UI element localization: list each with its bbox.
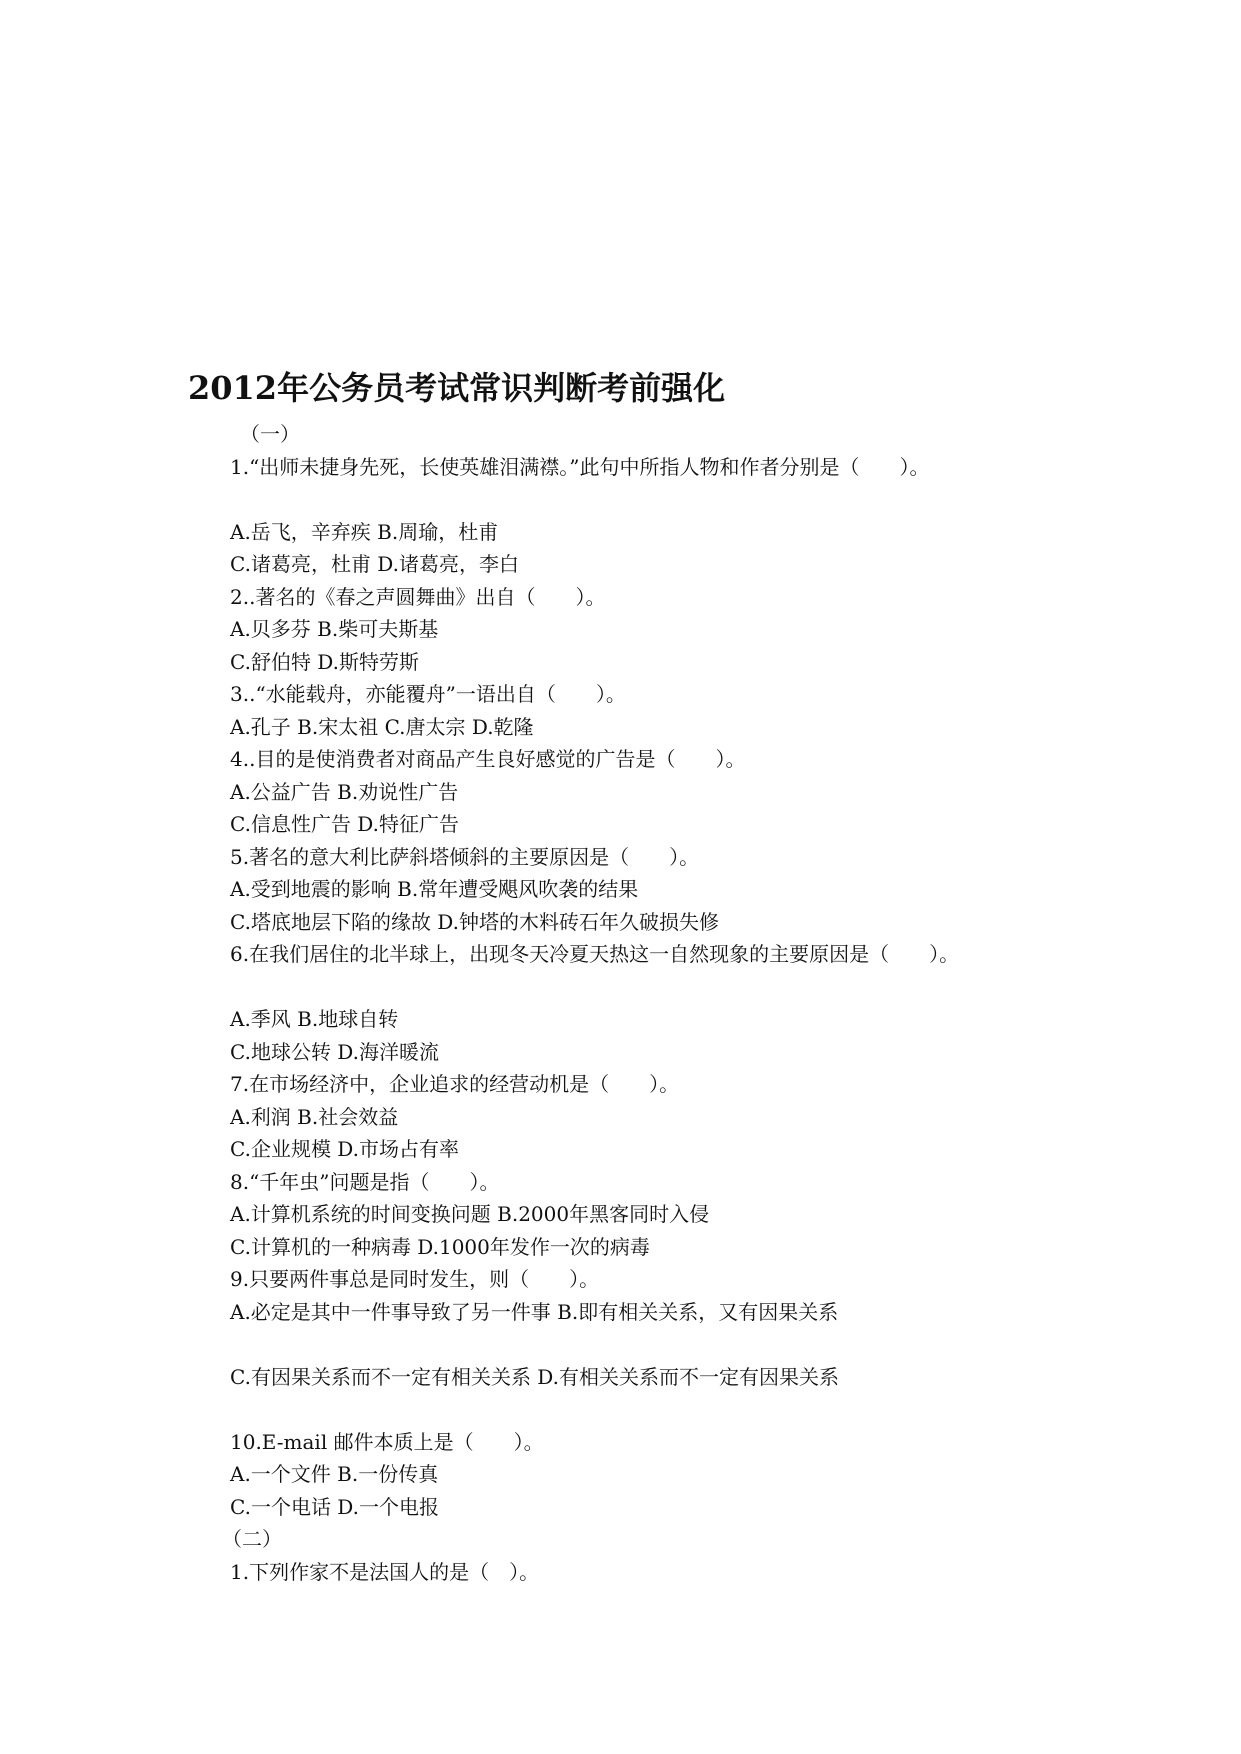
options-1-5-cd: C.塔底地层下陷的缘故 D.钟塔的木料砖石年久破损失修 <box>230 909 719 934</box>
question-1-1: 1.“出师未捷身先死，长使英雄泪满襟。”此句中所指人物和作者分别是（ ）。 <box>230 454 930 479</box>
question-1-6: 6.在我们居住的北半球上，出现冬天冷夏天热这一自然现象的主要原因是（ ）。 <box>230 942 960 966</box>
options-1-9-cd: C.有因果关系而不一定有相关关系 D.有相关关系而不一定有因果关系 <box>230 1364 839 1389</box>
document-body <box>222 418 1210 1588</box>
options-1-8-ab: A.计算机系统的时间变换问题 B.2000年黑客同时入侵 <box>230 1202 710 1226</box>
options-1-4-cd: C.信息性广告 D.特征广告 <box>230 812 459 836</box>
section-heading-1: （一） <box>240 422 300 446</box>
options-1-4-ab: A.公益广告 B.劝说性广告 <box>230 779 459 804</box>
options-1-6-cd: C.地球公转 D.海洋暖流 <box>230 1039 439 1064</box>
question-2-1: 1.下列作家不是法国人的是（ ）。 <box>230 1559 540 1584</box>
question-1-2: 2..著名的《春之声圆舞曲》出自（ ）。 <box>230 584 606 609</box>
options-1-9-ab: A.必定是其中一件事导致了另一件事 B.即有相关关系，又有因果关系 <box>230 1299 839 1324</box>
options-1-10-cd: C.一个电话 D.一个电报 <box>230 1494 439 1519</box>
options-1-5-ab: A.受到地震的影响 B.常年遭受飓风吹袭的结果 <box>230 877 639 901</box>
options-1-7-cd: C.企业规模 D.市场占有率 <box>230 1137 459 1161</box>
question-1-7: 7.在市场经济中，企业追求的经营动机是（ ）。 <box>230 1072 680 1096</box>
question-1-10: 10.E-mail 邮件本质上是（ ）。 <box>230 1429 544 1454</box>
options-1-2-ab: A.贝多芬 B.柴可夫斯基 <box>230 617 439 641</box>
question-1-8: 8.“千年虫”问题是指（ ）。 <box>230 1169 500 1194</box>
options-1-2-cd: C.舒伯特 D.斯特劳斯 <box>230 649 419 674</box>
options-1-10-ab: A.一个文件 B.一份传真 <box>230 1462 439 1486</box>
question-1-9: 9.只要两件事总是同时发生，则（ ）。 <box>230 1267 600 1291</box>
options-1-7-ab: A.利润 B.社会效益 <box>230 1104 399 1129</box>
options-1-8-cd: C.计算机的一种病毒 D.1000年发作一次的病毒 <box>230 1234 650 1259</box>
question-1-4: 4..目的是使消费者对商品产生良好感觉的广告是（ ）。 <box>230 747 746 771</box>
options-1-6-ab: A.季风 B.地球自转 <box>230 1007 399 1031</box>
question-1-5: 5.著名的意大利比萨斜塔倾斜的主要原因是（ ）。 <box>230 844 700 869</box>
question-1-3: 3..“水能载舟，亦能覆舟”一语出自（ ）。 <box>230 682 626 706</box>
options-1-1-cd: C.诸葛亮，杜甫 D.诸葛亮，李白 <box>230 552 519 576</box>
options-1-3: A.孔子 B.宋太祖 C.唐太宗 D.乾隆 <box>230 714 534 739</box>
options-1-1-ab: A.岳飞，辛弃疾 B.周瑜，杜甫 <box>230 519 499 544</box>
section-heading-2: （二） <box>222 1527 282 1551</box>
document-title: 2012年公务员考试常识判断考前强化 <box>188 369 726 407</box>
